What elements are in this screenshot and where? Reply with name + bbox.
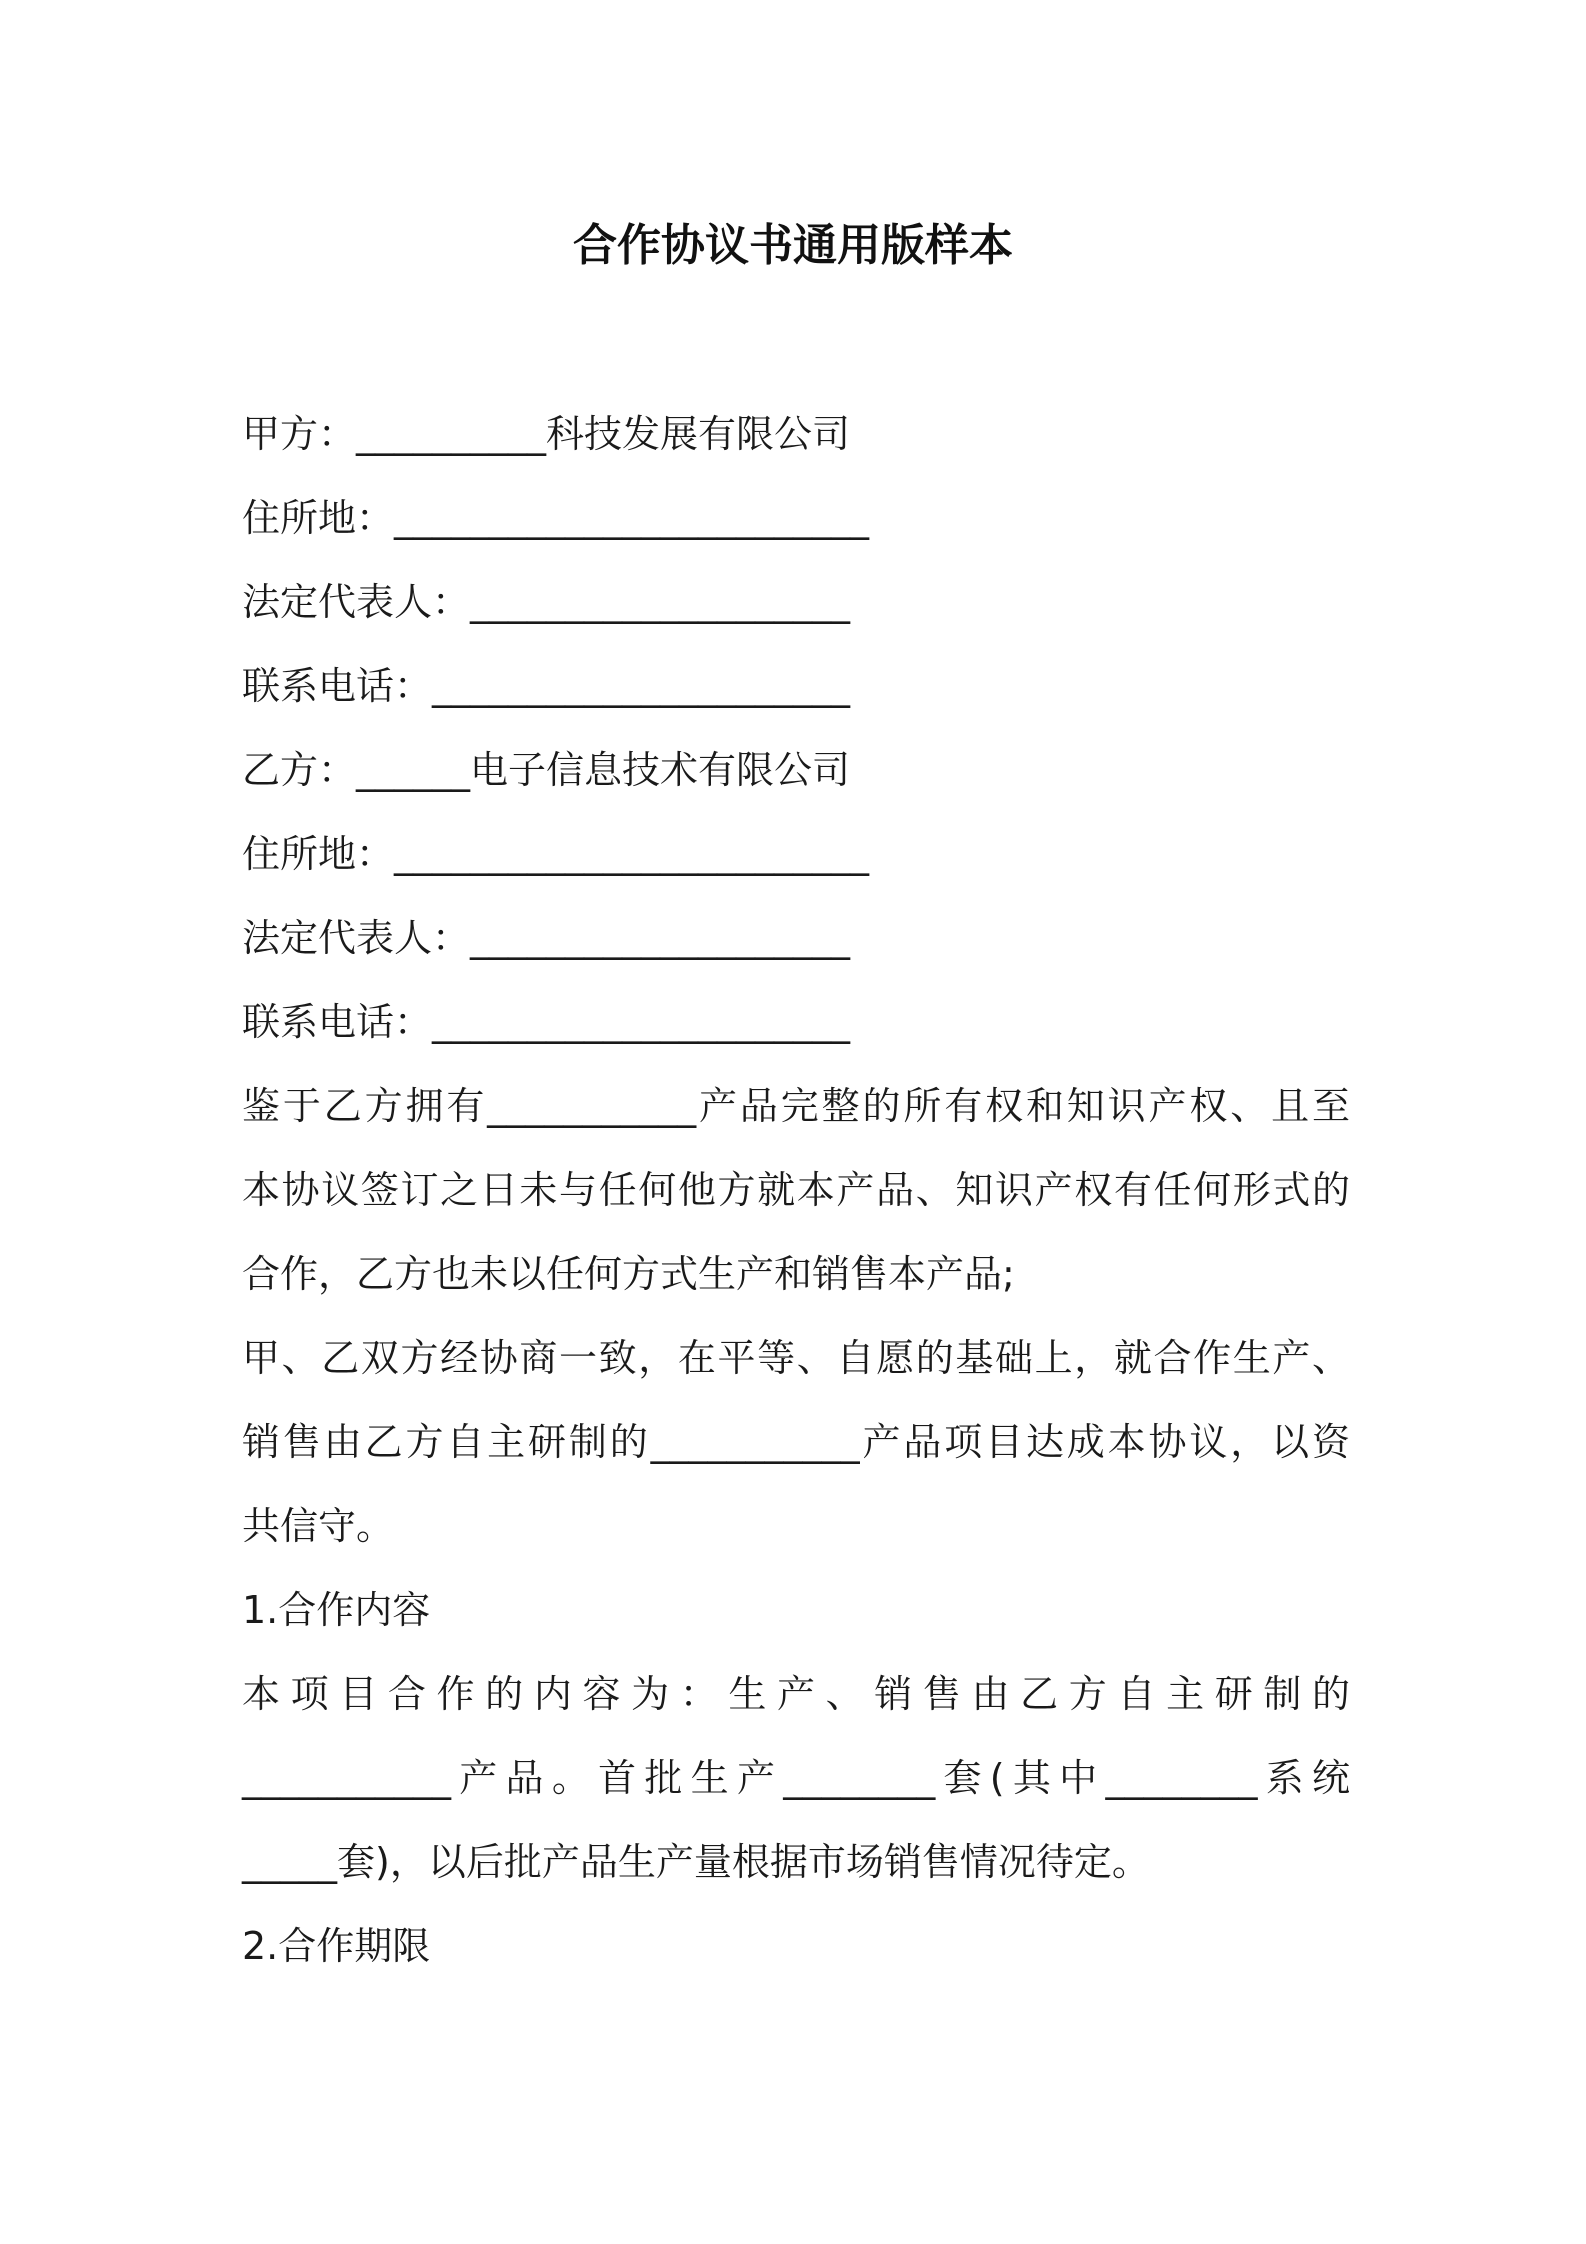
document-title: 合作协议书通用版样本 — [573, 220, 1013, 271]
recital-paragraph-line: 鉴于乙方拥有___________产品完整的所有权和知识产权、且至 — [242, 1084, 1350, 1128]
recital-paragraph-line: 本协议签订之日未与任何他方就本产品、知识产权有任何形式的 — [242, 1168, 1350, 1212]
agreement-paragraph-line: 共信守。 — [242, 1504, 395, 1548]
section-heading-cooperation-content: 1.合作内容 — [242, 1588, 431, 1632]
agreement-paragraph-line: 甲、乙双方经协商一致，在平等、自愿的基础上，就合作生产、 — [242, 1336, 1350, 1380]
section-heading-cooperation-term: 2.合作期限 — [242, 1924, 431, 1968]
agreement-paragraph-line: 销售由乙方自主研制的___________产品项目达成本协议，以资 — [242, 1420, 1350, 1464]
party-a-address-line: 住所地：_________________________ — [242, 496, 870, 540]
recital-paragraph-line: 合作，乙方也未以任何方式生产和销售本产品; — [242, 1252, 1015, 1296]
party-b-name-line: 乙方：______电子信息技术有限公司 — [242, 748, 851, 792]
party-a-legal-rep-line: 法定代表人：____________________ — [242, 580, 851, 624]
party-a-name-line: 甲方：__________科技发展有限公司 — [242, 412, 851, 456]
cooperation-content-line: 本项目合作的内容为：生产、销售由乙方自主研制的 — [242, 1672, 1350, 1716]
party-b-legal-rep-line: 法定代表人：____________________ — [242, 916, 851, 960]
party-b-address-line: 住所地：_________________________ — [242, 832, 870, 876]
party-b-phone-line: 联系电话：______________________ — [242, 1000, 851, 1044]
cooperation-content-line: ___________产品。首批生产________套(其中________系统 — [242, 1756, 1350, 1800]
party-a-phone-line: 联系电话：______________________ — [242, 664, 851, 708]
cooperation-content-line: _____套)，以后批产品生产量根据市场销售情况待定。 — [242, 1840, 1150, 1884]
